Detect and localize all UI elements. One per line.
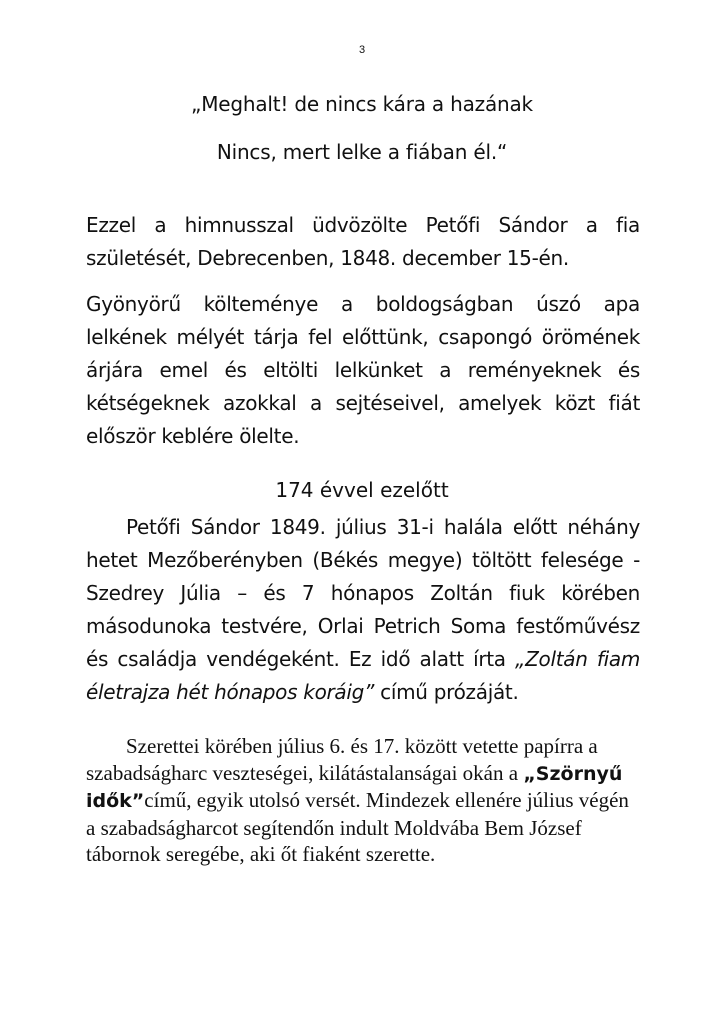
page-number: 3 xyxy=(358,44,366,56)
paragraph-szornyu-idok-part1: Szerettei körében július 6. és 17. között vetette papírra a szabadságharc veszteségei, kilátástalanságai okán a xyxy=(86,734,598,785)
paragraph-birth: Ezzel a himnusszal üdvözölte Petőfi Sándor a fia születését, Debrecenben, 1848. december 15-én. xyxy=(86,213,640,270)
paragraph-szornyu-idok-part2: című, egyik utolsó versét. Mindezek ellenére július végén a szabadságharcot segítendőn indult Moldvába Bem József tábornok seregébe, aki őt fiaként szerette. xyxy=(86,788,629,866)
quote-line-1: „Meghalt! de nincs kára a hazának xyxy=(191,92,533,116)
paragraph-mezobereny xyxy=(86,511,640,709)
paragraph-poem-description: Gyönyörű költeménye a boldogságban úszó apa lelkének mélyét tárja fel előttünk, csapongó örömének árjára emel és eltölti lelkünket a reményeknek és kétségeknek azokkal a sejtéseivel, amelyek közt fiát először keblére ölelte. xyxy=(86,292,640,448)
quote-line-2: Nincs, mert lelke a fiában él.“ xyxy=(216,140,508,164)
section-heading: 174 évvel ezelőtt xyxy=(275,478,449,502)
paragraph-szornyu-idok xyxy=(86,733,640,868)
paragraph-mezobereny-text: Petőfi Sándor 1849. július 31-i halála előtt néhány hetet Mezőberényben (Békés megye) töltött felesége - Szedrey Júlia – és 7 hónapos Zoltán fiuk körében másodunoka testvére, Orlai Petrich Soma festőművész és családja vendégeként. Ez idő alatt írta xyxy=(86,515,640,671)
paragraph-mezobereny-tail: című prózáját. xyxy=(374,680,519,704)
prose-title: „Zoltán fiam életrajza hét hónapos koráig” xyxy=(86,647,640,704)
poem-title: „Szörnyű idők” xyxy=(86,762,623,812)
